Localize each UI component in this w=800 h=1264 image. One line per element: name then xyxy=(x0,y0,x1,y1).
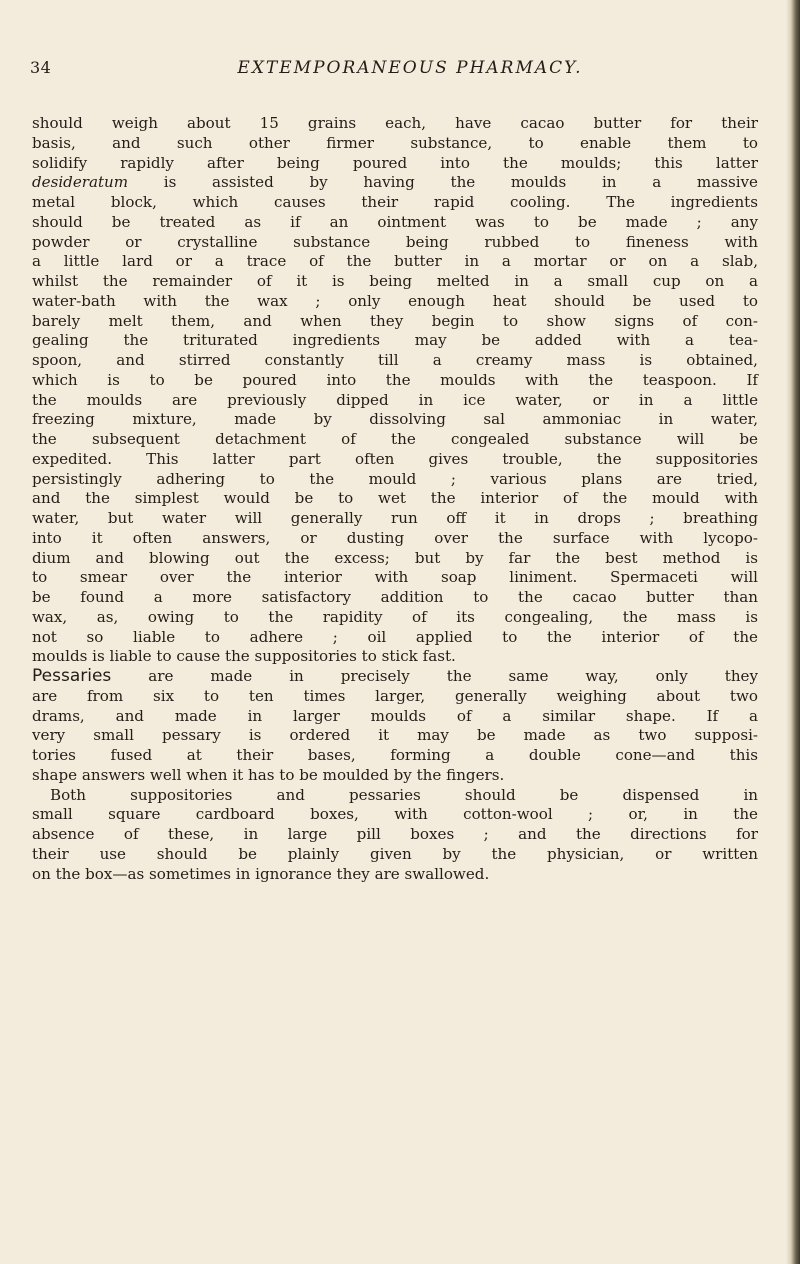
text-line: Both suppositories and pessaries should be dispensed in xyxy=(50,785,758,804)
text-line: freezing mixture, made by dissolving sal ammoniac in water, xyxy=(32,410,758,429)
paragraph-dispensing xyxy=(32,786,758,885)
text-fragment: is assisted by having the moulds in a massive xyxy=(128,173,758,192)
text-line: basis, and such other firmer substance, to enable them to xyxy=(32,133,758,152)
text-line: should weigh about 15 grains each, have cacao butter for their xyxy=(32,114,758,132)
text-line: are from six to ten times larger, generally weighing about two xyxy=(32,686,758,705)
page-number: 34 xyxy=(30,58,52,77)
section-heading-pessaries: Pessaries xyxy=(32,666,112,686)
text-line: small square cardboard boxes, with cotton-wool ; or, in the xyxy=(32,805,758,824)
text-line: very small pessary is ordered it may be made as two supposi- xyxy=(32,726,758,745)
text-line: the moulds are previously dipped in ice water, or in a little xyxy=(32,390,758,409)
text-line xyxy=(32,173,758,193)
text-line: water, but water will generally run off it in drops ; breathing xyxy=(32,509,758,527)
text-line: metal block, which causes their rapid cooling. The ingredients xyxy=(32,193,758,211)
text-line: gealing the triturated ingredients may be added with a tea- xyxy=(32,331,758,350)
running-title: EXTEMPORANEOUS PHARMACY. xyxy=(237,58,583,78)
text-line: a little lard or a trace of the butter in a mortar or on a slab, xyxy=(32,252,758,271)
text-line: and the simplest would be to wet the interior of the mould with xyxy=(32,489,758,508)
text-line: not so liable to adhere ; oil applied to the interior of the xyxy=(32,627,758,646)
paragraph-suppositories xyxy=(32,114,758,667)
text-line: the subsequent detachment of the congealed substance will be xyxy=(32,430,758,448)
text-line: spoon, and stirred constantly till a creamy mass is obtained, xyxy=(32,351,758,369)
text-line: which is to be poured into the moulds with the teaspoon. If xyxy=(32,370,758,389)
text-line: whilst the remainder of it is being melted in a small cup on a xyxy=(32,272,758,290)
text-line: wax, as, owing to the rapidity of its congealing, the mass is xyxy=(32,607,758,626)
text-line: expedited. This latter part often gives trouble, the suppositories xyxy=(32,449,758,468)
text-line: solidify rapidly after being poured into the moulds; this latter xyxy=(32,153,758,172)
text-line: powder or crystalline substance being rubbed to fineness with xyxy=(32,232,758,251)
text-line xyxy=(32,667,758,687)
text-line: on the box—as sometimes in ignorance they are swallowed. xyxy=(32,864,490,883)
text-line: dium and blowing out the excess; but by far the best method is xyxy=(32,548,758,567)
text-line: barely melt them, and when they begin to show signs of con- xyxy=(32,311,758,330)
text-fragment: are made in precisely the same way, only they xyxy=(111,667,758,685)
text-line: persistingly adhering to the mould ; various plans are tried, xyxy=(32,469,758,488)
text-line: water-bath with the wax ; only enough heat should be used to xyxy=(32,291,758,310)
page-edge-shadow xyxy=(786,0,800,1264)
text-line: shape answers well when it has to be moulded by the fingers. xyxy=(32,765,505,784)
text-line: should be treated as if an ointment was to be made ; any xyxy=(32,212,758,231)
body-text xyxy=(32,114,758,884)
text-line: to smear over the interior with soap liniment. Spermaceti will xyxy=(32,568,758,587)
running-head xyxy=(30,58,770,82)
italic-term: desideratum xyxy=(32,173,129,192)
text-line: drams, and made in larger moulds of a similar shape. If a xyxy=(32,706,758,725)
text-line: moulds is liable to cause the suppositories to stick fast. xyxy=(32,647,456,666)
text-line: absence of these, in large pill boxes ; and the directions for xyxy=(32,825,758,843)
text-line: tories fused at their bases, forming a double cone—and this xyxy=(32,746,758,764)
text-line: into it often answers, or dusting over the surface with lycopo- xyxy=(32,528,758,547)
text-line: be found a more satisfactory addition to the cacao butter than xyxy=(32,588,758,606)
text-line: their use should be plainly given by the physician, or written xyxy=(32,844,758,863)
paragraph-pessaries xyxy=(32,667,758,786)
